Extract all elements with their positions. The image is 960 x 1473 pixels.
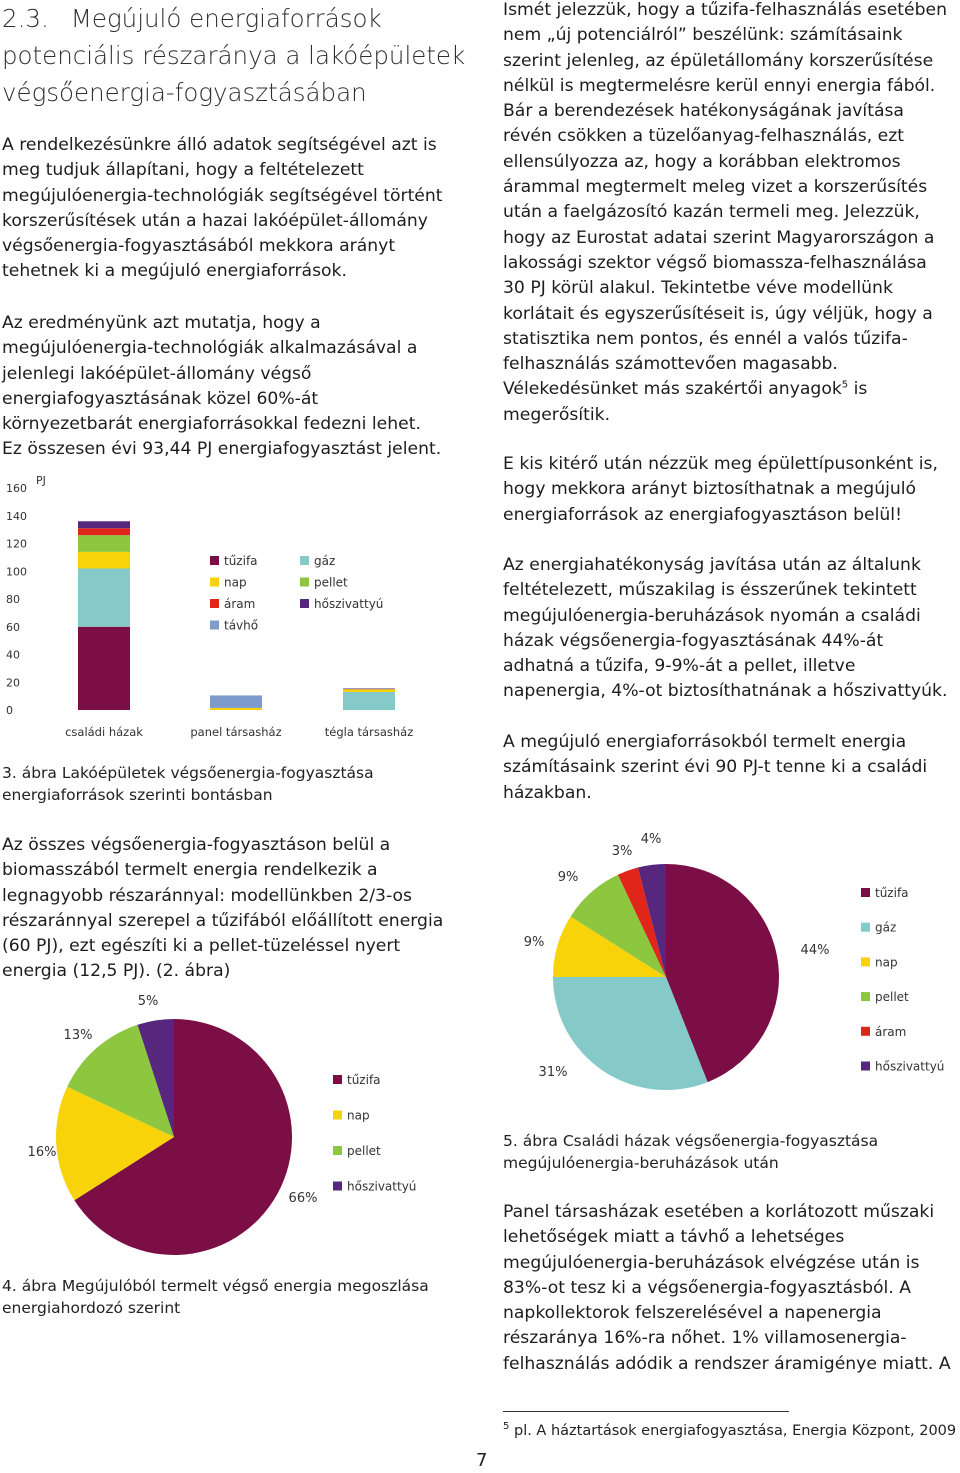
fig5-label-tuzifa: 44% [800,943,830,958]
left-paragraph-3: Az összes végsőenergia-fogyasztáson belül a biomasszából termelt energia rendelkezik a legnagyobb részaránnyal: modellünkben 2/3-os részaránnyal szerepel a tűzifából előállított energia (60 PJ), ezt egészíti ki a pellet-tüzeléssel nyert energia (12,5 PJ). (2. ábra) [2,835,444,982]
fig3-legend-label: pellet [314,575,348,590]
fig5-label-aram: 3% [611,844,633,859]
fig3-category-label: panel társasház [190,725,282,739]
fig3-bar-tegla-tarsashaz-hoszivattyu [343,688,395,689]
heading-line-2: potenciális részaránya a lakóépületek [2,41,466,70]
fig4-legend-swatch-pellet [333,1146,342,1155]
fig3-ytick-label: 60 [6,620,20,634]
fig5-legend-label: gáz [875,920,897,935]
fig3-legend-label: gáz [314,554,336,568]
fig4-pie-chart [0,985,470,1265]
fig4-legend-swatch-tuzifa [333,1075,342,1084]
fig4-label-nap: 16% [27,1145,57,1160]
fig5-label-nap: 9% [523,935,545,950]
fig3-legend [210,554,383,633]
fig4-legend-swatch-hoszivattyu [333,1182,342,1191]
fig3-legend-label: tűzifa [224,554,258,568]
right-paragraph-3: Az energiahatékonyság javítása után az általunk feltételezett, műszakilag is ésszerűnek tekintett megújulóenergia-beruházások nyomán a családi házak végsőenergia-fogyasztásának 44%-át adhatná a tűzifa, 9-9%-át a pellet, illetve napenergia, 4%-ot biztosíthatnának a hőszivattyúk. [503,555,948,702]
fig3-legend-swatch-pellet [300,578,309,587]
fig3-ytick-label: 0 [6,704,13,717]
fig3-y-axis [6,474,46,717]
fig5-legend-swatch-tuzifa [861,888,870,897]
fig3-ytick-label: 120 [6,537,27,551]
fig3-bar-csaladi-hazak-hoszivattyu [78,521,130,528]
fig3-ytick-label: 100 [6,565,27,579]
footnote: $^5$ pl. A háztartások energiafogyasztása, Energia Központ, 2009 [503,1421,957,1439]
fig3-caption: 3. ábra Lakóépületek végsőenergia-fogyasztása energiaforrások szerinti bontásban [2,764,374,804]
fig3-legend-swatch-gaz [300,556,309,565]
fig3-ytick-label: 40 [6,648,20,662]
fig3-bar-csaladi-hazak-nap [78,552,130,569]
fig3-bar-panel-tarsashaz-nap [210,708,262,710]
fig3-category-label: tégla társasház [324,725,414,739]
fig5-caption: 5. ábra Családi házak végsőenergia-fogyasztása megújulóenergia-beruházások után [503,1132,879,1172]
fig4-label-tuzifa: 66% [288,1191,318,1206]
fig3-bar-csaladi-hazak-tuzifa [78,627,130,710]
right-paragraph-2: E kis kitérő után nézzük meg épülettípusonként is, hogy mekkora arányt biztosíthatnak a megújuló energiaforrások az energiafogyasztáson belül! [503,454,938,525]
fig3-category-labels [65,725,413,739]
fig3-bar-csaladi-hazak-aram [78,528,130,535]
fig3-ytick-label: 140 [6,509,27,523]
fig3-legend-label: hőszivattyú [314,597,384,611]
fig4-legend-label: tűzifa [347,1073,381,1087]
footnote-rule [503,1411,789,1412]
fig3-bar-csaladi-hazak-gaz [78,568,130,626]
footnote-ref: 5 [841,379,849,391]
fig3-ytick-label: 20 [6,676,20,690]
fig5-label-hoszivattyu: 4% [640,832,662,847]
fig3-legend-swatch-aram [210,599,219,608]
fig3-bar-panel-tarsashaz-tavho [210,695,262,707]
fig5-legend-label: áram [875,1024,907,1039]
fig3-legend-label: nap [224,575,247,590]
section-number: 2.3. [2,4,49,33]
fig3-legend-swatch-hoszivattyu [300,599,309,608]
fig3-bar-tegla-tarsashaz-gaz [343,692,395,710]
fig4-legend-label: nap [347,1108,370,1123]
fig4-label-pellet: 13% [63,1028,93,1043]
left-paragraph-2: Az eredményünk azt mutatja, hogy a megújulóenergia-technológiák alkalmazásával a jelenlegi lakóépület-állomány végső energiafogyasztásának közel 60%-át környezetbarát energiaforrásokkal fedezni lehet. Ez összesen évi 93,44 PJ energiafogyasztást jelent. [2,313,442,460]
right-paragraph-4: A megújuló energiaforrásokból termelt energia számításaink szerint évi 90 PJ-t tenne ki a családi házakban. [503,732,928,803]
heading-line-3: végsőenergia-fogyasztásában [2,78,367,107]
fig4-legend [333,1073,416,1194]
fig4-label-hoszivattyu: 5% [137,994,159,1009]
fig5-legend-swatch-nap [861,957,870,966]
fig3-legend-swatch-tuzifa [210,556,219,565]
fig5-legend-label: pellet [875,990,909,1005]
fig3-stacked-bar-chart [0,466,470,746]
fig3-legend-label: áram [224,597,256,611]
fig4-slices [56,1019,292,1255]
fig3-ytick-label: 160 [6,482,27,495]
fig3-legend-swatch-tavho [210,621,219,630]
fig3-bars [78,521,395,710]
heading-line-1: 2.3. Megújuló energiaforrások [2,4,382,33]
right-paragraph-5: Panel társasházak esetében a korlátozott műszaki lehetőségek miatt a távhő a lehetséges megújulóenergia-beruházások elvégzése után is 83%-ot tesz ki a végsőenergia-fogyasztásból. A napkollektorok felszerelésével a napenergia részaránya 16%-ra nőhet. 1% villamosenergia- felhasználás adódik a rendszer áramigénye miatt. A [503,1202,951,1374]
fig5-legend-swatch-aram [861,1027,870,1036]
fig3-bar-csaladi-hazak-pellet [78,535,130,552]
fig5-legend-swatch-hoszivattyu [861,1062,870,1071]
fig5-legend-label: nap [875,955,898,970]
fig5-slices [553,864,779,1090]
left-paragraph-1: A rendelkezésünkre álló adatok segítségével azt is meg tudjuk állapítani, hogy a feltételezett megújulóenergia-technológiák segítségével történt korszerűsítések után a hazai lakóépület-állomány végsőenergia-fogyasztásából mekkora arányt tehetnek ki a megújuló energiaforrások. [2,135,443,282]
page-number: 7 [476,1450,488,1471]
fig5-legend-label: tűzifa [875,886,909,900]
fig5-label-pellet: 9% [557,870,579,885]
fig5-pie-chart [495,815,960,1115]
fig3-legend-label: távhő [224,618,259,633]
fig5-label-gaz: 31% [538,1065,568,1080]
fig3-ytick-label: 80 [6,593,20,606]
fig5-legend [861,886,944,1074]
fig3-ylabel: PJ [36,474,46,487]
fig3-legend-swatch-nap [210,578,219,587]
fig4-legend-label: pellet [347,1144,381,1158]
fig4-caption: 4. ábra Megújulóból termelt végső energia megoszlása energiahordozó szerint [2,1277,429,1317]
fig4-legend-swatch-nap [333,1111,342,1120]
fig5-legend-swatch-pellet [861,992,870,1001]
right-paragraph-1: Ismét jelezzük, hogy a tűzifa-felhasználás esetében nem „új potenciálról” beszélünk: számításaink szerint jelenleg, az épületállomány korszerűsítése nélkül is megtermelésre kerül ennyi energia fából. Bár a berendezések hatékonyságának javítása révén csökken a tüzelőanyag-felhasználás, ezt ellensúlyozza az, hogy a korábban elektromos árammal megtermelt meleg vizet a korszerűsítés után a faelgázosító kazán termeli meg. Jelezzük, hogy az Eurostat adatai szerint Magyarországon a lakossági szektor végső biomassza-felhasználása 30 PJ körül alakul. Tekintetbe véve modellünk korlátait és egyszerűsítéseit is, úgy véljük, hogy a statisztika nem pontos, és ennél a valós tűzifa- felhasználás számottevően magasabb. Vélekedésünket más szakértői anyagok$^5$ is megerősítik. [503,0,947,425]
fig5-legend-swatch-gaz [861,923,870,932]
fig3-category-label: családi házak [65,725,143,739]
fig5-legend-label: hőszivattyú [875,1059,945,1074]
fig4-legend-label: hőszivattyú [347,1179,417,1194]
section-heading [2,0,472,111]
fig3-bar-tegla-tarsashaz-nap [343,689,395,692]
